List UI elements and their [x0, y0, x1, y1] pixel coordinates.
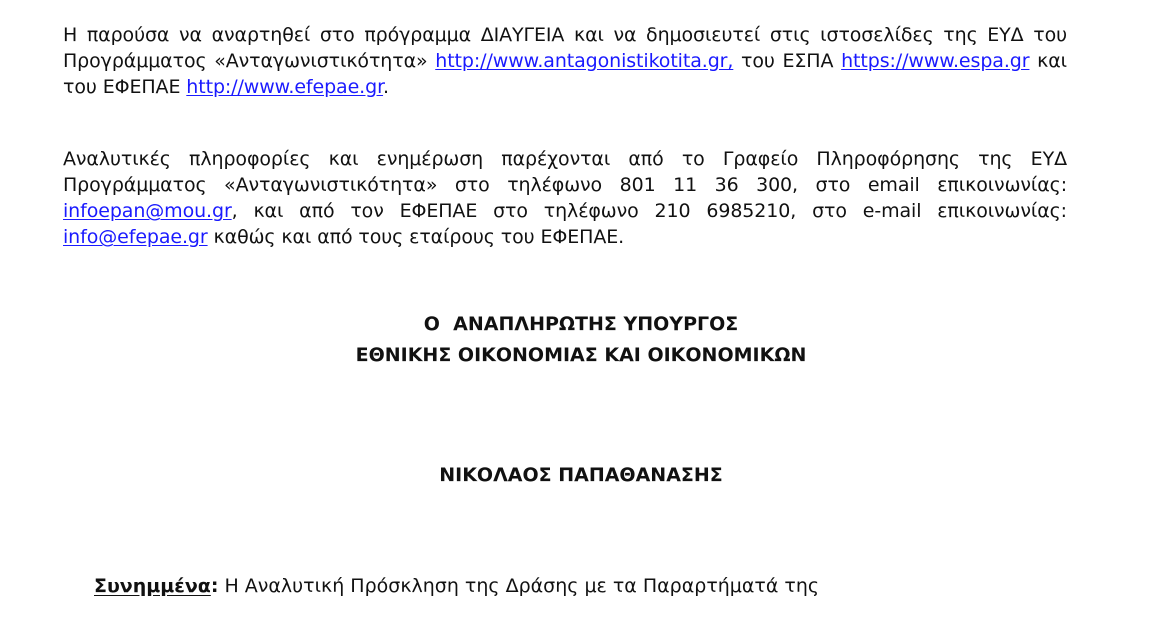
efepae-link[interactable]: http://www.efepae.gr: [186, 76, 384, 98]
signatory-title-line2: ΕΘΝΙΚΗΣ ΟΙΚΟΝΟΜΙΑΣ ΚΑΙ ΟΙΚΟΝΟΜΙΚΩΝ: [355, 344, 807, 366]
signatory-name: ΝΙΚΟΛΑΟΣ ΠΑΠΑΘΑΝΑΣΗΣ: [439, 464, 723, 486]
attachments-line: [94, 573, 819, 599]
espa-text: του ΕΣΠΑ: [733, 50, 842, 72]
publication-text: Η παρούσα να αναρτηθεί στο πρόγραμμα ΔΙΑΥΓΕΙΑ και να δημοσιευτεί στις ιστοσελίδες της ΕΥΔ του Προγράμματος «Ανταγωνιστικότητα»: [63, 24, 1067, 72]
signatory-title: [0, 309, 1162, 371]
attachments-text: Η Αναλυτική Πρόσκληση της Δράσης με τα Παραρτήματά της: [218, 575, 820, 597]
antagonistikotita-link[interactable]: http://www.antagonistikotita.gr,: [435, 50, 734, 72]
espa-link[interactable]: https://www.espa.gr: [841, 50, 1030, 72]
partners-text: καθώς και από τους εταίρους του ΕΦΕΠΑΕ.: [207, 226, 625, 248]
signatory-title-line1: Ο ΑΝΑΠΛΗΡΩΤΗΣ ΥΠΟΥΡΓΟΣ: [423, 313, 739, 335]
publication-end-text: .: [383, 76, 389, 98]
attachments-colon: :: [210, 575, 219, 597]
efepae-email-link[interactable]: info@efepae.gr: [63, 226, 208, 248]
efepae-text: και του ΕΦΕΠΑΕ: [63, 50, 1067, 98]
publication-paragraph: [63, 22, 1067, 100]
efepae-phone-text: , και από τον ΕΦΕΠΑΕ στο τηλέφωνο 210 6985210, στο e-mail επικοινωνίας:: [231, 200, 1067, 222]
infoepan-email-link[interactable]: infoepan@mou.gr: [63, 200, 232, 222]
information-paragraph: [63, 146, 1067, 250]
information-text: Αναλυτικές πληροφορίες και ενημέρωση παρέχονται από το Γραφείο Πληροφόρησης της ΕΥΔ Προγράμματος «Ανταγωνιστικότητα» στο τηλέφωνο 801 11 36 300, στο email επικοινωνίας:: [63, 148, 1067, 196]
attachments-label: Συνημμένα: [94, 575, 211, 597]
